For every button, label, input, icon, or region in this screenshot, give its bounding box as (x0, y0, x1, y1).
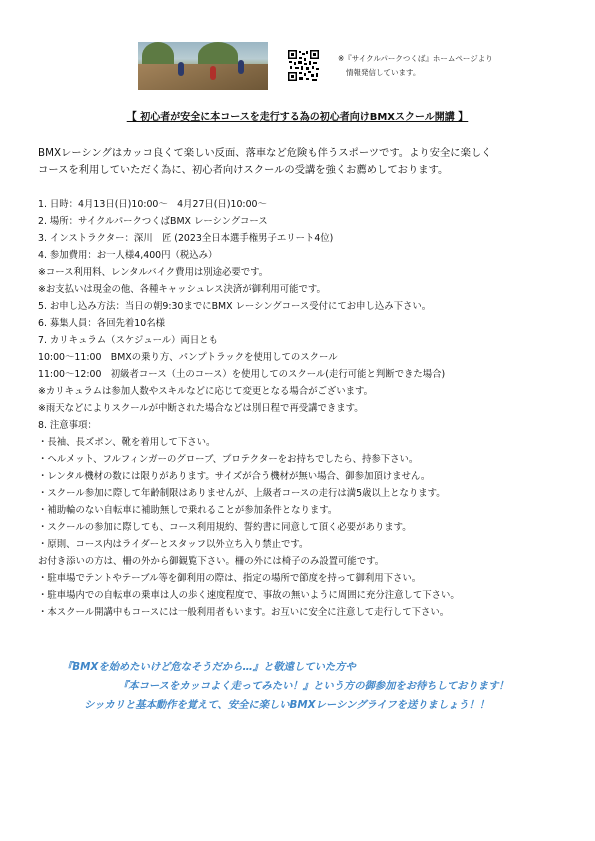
photo-rider (210, 66, 216, 80)
photo-dirt-course (138, 64, 268, 90)
list-item: ※雨天などによりスクールが中断された場合などは別日程で再受講できます。 (38, 403, 364, 414)
list-item: 11:00～12:00 初級者コース（土のコース）を使用してのスクール(走行可能と判断できた場合) (38, 369, 446, 380)
list-item: ・駐車場でテントやテーブル等を御利用の際は、指定の場所で節度を持って御利用下さい。 (38, 573, 422, 584)
list-item: ※カリキュラムは参加人数やスキルなどに応じて変更となる場合がございます。 (38, 386, 374, 397)
list-item: ・スクール参加に際して年齢制限はありませんが、上級者コースの走行は満5歳以上となります。 (38, 488, 446, 499)
list-item: ・原則、コース内はライダーとスタッフ以外立ち入り禁止です。 (38, 539, 309, 550)
homepage-note-line1: ※『サイクルパークつくば』ホームページより (338, 54, 493, 63)
photo-rider (238, 60, 244, 74)
list-item: ・ヘルメット、フルフィンガーのグローブ、プロテクターをお持ちでしたら、持参下さい。 (38, 454, 419, 465)
qr-code (287, 49, 320, 82)
list-item: お付き添いの方は、柵の外から御観覧下さい。柵の外には椅子のみ設置可能です。 (38, 556, 385, 567)
closing-line: シッカリと基本動作を覚えて、安全に楽しいBMXレーシングライフを送りましょう！！ (84, 699, 490, 711)
intro-line: コースを利用していただく為に、初心者向けスクールの受講を強くお薦めしております。 (38, 164, 449, 176)
header-photo (138, 42, 268, 90)
list-item: ・長袖、長ズボン、靴を着用して下さい。 (38, 437, 216, 448)
homepage-note (338, 52, 493, 80)
intro-paragraph (38, 145, 563, 179)
closing-line: 『本コースをカッコよく走ってみたい！』という方の御参加をお待ちしております！ (118, 680, 509, 692)
list-item: 1. 日時：4月13日(日)10:00～ 4月27日(日)10:00～ (38, 199, 267, 210)
list-item: ・補助輪のない自転車に補助無しで乗れることが参加条件となります。 (38, 505, 338, 516)
closing-message (0, 658, 595, 715)
list-item: 3. インストラクター：深川 匠 (2023全日本選手権男子エリート4位) (38, 233, 334, 244)
list-item: 7. カリキュラム（スケジュール）両日とも (38, 335, 219, 346)
homepage-note-line2: 情報発信しています。 (346, 68, 421, 77)
list-item: ・駐車場内での自転車の乗車は人の歩く速度程度で、事故の無いように周囲に充分注意して下さい。 (38, 590, 460, 601)
list-item: 6. 募集人員：各回先着10名様 (38, 318, 165, 329)
document-title (0, 108, 595, 123)
list-item: ※コース利用料、レンタルバイク費用は別途必要です。 (38, 267, 269, 278)
photo-rider (178, 62, 184, 76)
intro-line: BMXレーシングはカッコ良くて楽しい反面、落車など危険も伴うスポーツです。より安全に楽しく (38, 147, 492, 159)
list-item: ・レンタル機材の数には限りがあります。サイズが合う機材が無い場合、御参加頂けません。 (38, 471, 431, 482)
closing-line: 『BMXを始めたいけど危なそうだから…』と敬遠していた方や (62, 661, 356, 673)
list-item: 8. 注意事項： (38, 420, 97, 431)
list-item: ・本スクール開講中もコースには一般利用者もいます。お互いに安全に注意して走行して下さい。 (38, 607, 450, 618)
list-item: 2. 場所：サイクルパークつくばBMX レーシングコース (38, 216, 268, 227)
list-item: 5. お申し込み方法：当日の朝9:30までにBMX レーシングコース受付にてお申し込み下さい。 (38, 301, 432, 312)
details-list (38, 196, 568, 621)
list-item: ※お支払いは現金の他、各種キャッシュレス決済が御利用可能です。 (38, 284, 326, 295)
list-item: ・スクールの参加に際しても、コース利用規約、誓約書に同意して頂く必要があります。 (38, 522, 412, 533)
document-title-text: 【 初心者が安全に本コースを走行する為の初心者向けBMXスクール開講 】 (126, 112, 469, 123)
list-item: 4. 参加費用：お一人様4,400円（税込み） (38, 250, 218, 261)
list-item: 10:00～11:00 BMXの乗り方、パンプトラックを使用してのスクール (38, 352, 338, 363)
